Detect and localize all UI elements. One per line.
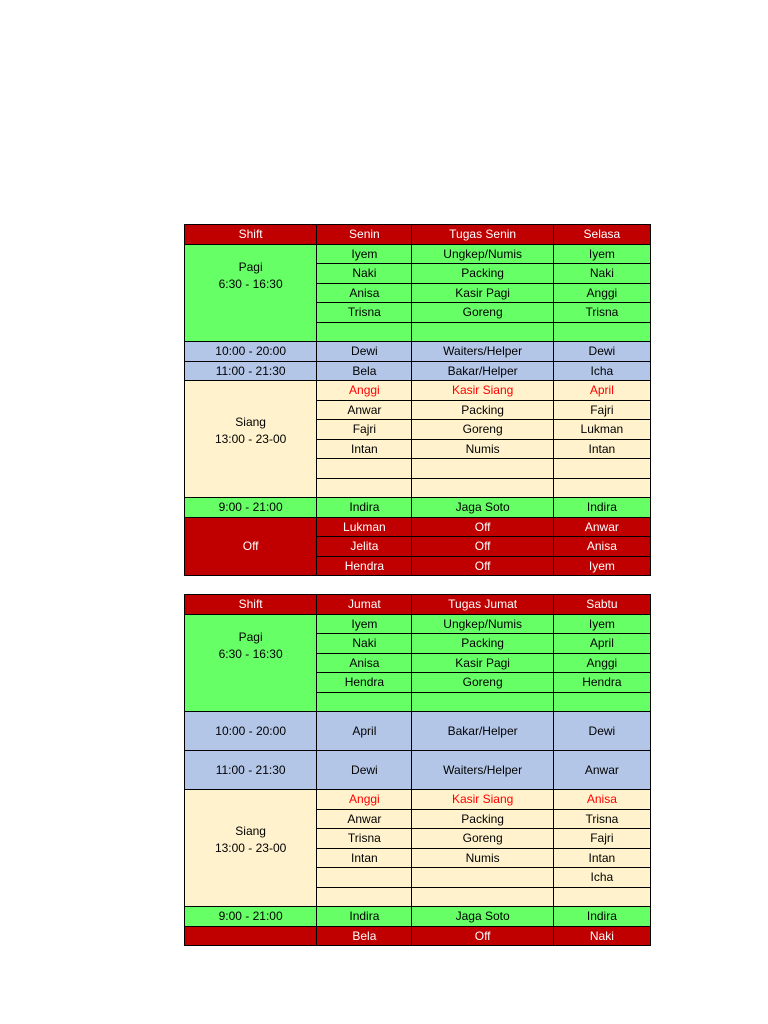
task-cell: [412, 868, 553, 888]
staff-cell: Iyem: [553, 556, 650, 576]
header-cell: Tugas Senin: [412, 225, 553, 245]
shift-time-cell: 11:00 - 21:30: [185, 361, 317, 381]
staff-cell: Hendra: [553, 673, 650, 693]
staff-cell: Anisa: [317, 653, 412, 673]
shift-time: 6:30 - 16:30: [218, 276, 283, 291]
schedule-table-jumat-sabtu: [184, 594, 651, 946]
header-cell: Senin: [317, 225, 412, 245]
shift-name: Siang: [235, 823, 266, 838]
staff-cell: Trisna: [553, 809, 650, 829]
staff-cell: Lukman: [317, 517, 412, 537]
staff-cell: Hendra: [317, 556, 412, 576]
task-cell: Packing: [412, 264, 553, 284]
task-cell: Packing: [412, 809, 553, 829]
shift-off-cell: [185, 926, 317, 946]
task-cell: Bakar/Helper: [412, 712, 553, 751]
table-row: [185, 907, 651, 927]
staff-cell: Jelita: [317, 537, 412, 557]
task-cell: Numis: [412, 848, 553, 868]
staff-cell: Anwar: [553, 751, 650, 790]
staff-cell: Dewi: [553, 342, 650, 362]
task-cell: Kasir Pagi: [412, 653, 553, 673]
task-cell: Goreng: [412, 673, 553, 693]
table-row: [185, 244, 651, 264]
staff-cell: [553, 478, 650, 498]
table-row: [185, 614, 651, 634]
shift-siang-cell: [185, 381, 317, 498]
task-cell: Bakar/Helper: [412, 361, 553, 381]
task-cell: Waiters/Helper: [412, 751, 553, 790]
staff-cell: Trisna: [317, 303, 412, 323]
table-row: [185, 790, 651, 810]
task-cell: Goreng: [412, 303, 553, 323]
task-cell: [412, 322, 553, 342]
staff-cell: [317, 887, 412, 907]
staff-cell: Dewi: [317, 751, 412, 790]
staff-cell: Fajri: [317, 420, 412, 440]
staff-cell: Anggi: [317, 790, 412, 810]
staff-cell: Fajri: [553, 400, 650, 420]
staff-cell: Dewi: [553, 712, 650, 751]
header-cell: Shift: [185, 595, 317, 615]
task-cell: [412, 887, 553, 907]
header-cell: Selasa: [553, 225, 650, 245]
staff-cell: Naki: [317, 264, 412, 284]
table-row: [185, 381, 651, 401]
shift-name: Siang: [235, 414, 266, 429]
shift-time-cell: 9:00 - 21:00: [185, 498, 317, 518]
task-cell: Jaga Soto: [412, 907, 553, 927]
staff-cell: Indira: [553, 498, 650, 518]
staff-cell: Anwar: [317, 400, 412, 420]
shift-time: 13:00 - 23-00: [214, 840, 287, 855]
shift-name: Pagi: [238, 259, 263, 274]
staff-cell: Fajri: [553, 829, 650, 849]
staff-cell: [317, 478, 412, 498]
shift-time: 13:00 - 23-00: [214, 431, 287, 446]
task-cell: Goreng: [412, 829, 553, 849]
task-cell: [412, 692, 553, 712]
schedule-table-senin-selasa: [184, 224, 651, 576]
staff-cell: Naki: [553, 926, 650, 946]
task-cell: Packing: [412, 400, 553, 420]
task-cell: Off: [412, 926, 553, 946]
staff-cell: [553, 692, 650, 712]
task-cell: Packing: [412, 634, 553, 654]
staff-cell: Anisa: [317, 283, 412, 303]
staff-cell: Lukman: [553, 420, 650, 440]
table-row: [185, 517, 651, 537]
task-cell: Ungkep/Numis: [412, 614, 553, 634]
staff-cell: Intan: [317, 848, 412, 868]
header-row: [185, 225, 651, 245]
task-cell: Jaga Soto: [412, 498, 553, 518]
table-row: [185, 498, 651, 518]
staff-cell: [317, 692, 412, 712]
staff-cell: Anisa: [553, 537, 650, 557]
header-cell: Shift: [185, 225, 317, 245]
staff-cell: [317, 868, 412, 888]
staff-cell: Hendra: [317, 673, 412, 693]
staff-cell: Anggi: [553, 283, 650, 303]
staff-cell: Indira: [553, 907, 650, 927]
staff-cell: April: [317, 712, 412, 751]
header-cell: Jumat: [317, 595, 412, 615]
task-cell: Waiters/Helper: [412, 342, 553, 362]
staff-cell: Anggi: [317, 381, 412, 401]
shift-siang-cell: [185, 790, 317, 907]
staff-cell: Bela: [317, 361, 412, 381]
task-cell: Goreng: [412, 420, 553, 440]
task-cell: Off: [412, 556, 553, 576]
staff-cell: Iyem: [553, 244, 650, 264]
staff-cell: Intan: [317, 439, 412, 459]
staff-cell: [553, 887, 650, 907]
task-cell: Kasir Siang: [412, 381, 553, 401]
table-row: [185, 926, 651, 946]
task-cell: Off: [412, 537, 553, 557]
task-cell: Kasir Siang: [412, 790, 553, 810]
staff-cell: Dewi: [317, 342, 412, 362]
shift-time-cell: 11:00 - 21:30: [185, 751, 317, 790]
shift-time-cell: 10:00 - 20:00: [185, 712, 317, 751]
task-cell: Numis: [412, 439, 553, 459]
staff-cell: Anggi: [553, 653, 650, 673]
task-cell: [412, 459, 553, 479]
staff-cell: April: [553, 381, 650, 401]
header-cell: Tugas Jumat: [412, 595, 553, 615]
staff-cell: Indira: [317, 498, 412, 518]
staff-cell: [553, 322, 650, 342]
staff-cell: Intan: [553, 848, 650, 868]
staff-cell: [553, 459, 650, 479]
shift-pagi-cell: [185, 614, 317, 712]
staff-cell: Anwar: [317, 809, 412, 829]
staff-cell: [317, 322, 412, 342]
staff-cell: [317, 459, 412, 479]
staff-cell: Iyem: [317, 244, 412, 264]
task-cell: [412, 478, 553, 498]
staff-cell: Iyem: [317, 614, 412, 634]
staff-cell: Intan: [553, 439, 650, 459]
staff-cell: Naki: [553, 264, 650, 284]
shift-time: 6:30 - 16:30: [218, 646, 283, 661]
table-row: [185, 751, 651, 790]
header-row: [185, 595, 651, 615]
staff-cell: Indira: [317, 907, 412, 927]
staff-cell: Icha: [553, 361, 650, 381]
staff-cell: Trisna: [553, 303, 650, 323]
shift-pagi-cell: [185, 244, 317, 342]
staff-cell: Anisa: [553, 790, 650, 810]
staff-cell: April: [553, 634, 650, 654]
task-cell: Off: [412, 517, 553, 537]
table-row: [185, 361, 651, 381]
staff-cell: Icha: [553, 868, 650, 888]
staff-cell: Anwar: [553, 517, 650, 537]
shift-name: Pagi: [238, 629, 263, 644]
shift-off-cell: Off: [185, 517, 317, 576]
task-cell: Kasir Pagi: [412, 283, 553, 303]
staff-cell: Bela: [317, 926, 412, 946]
task-cell: Ungkep/Numis: [412, 244, 553, 264]
shift-time-cell: 10:00 - 20:00: [185, 342, 317, 362]
table-row: [185, 342, 651, 362]
shift-time-cell: 9:00 - 21:00: [185, 907, 317, 927]
table-row: [185, 712, 651, 751]
header-cell: Sabtu: [553, 595, 650, 615]
staff-cell: Iyem: [553, 614, 650, 634]
staff-cell: Naki: [317, 634, 412, 654]
staff-cell: Trisna: [317, 829, 412, 849]
